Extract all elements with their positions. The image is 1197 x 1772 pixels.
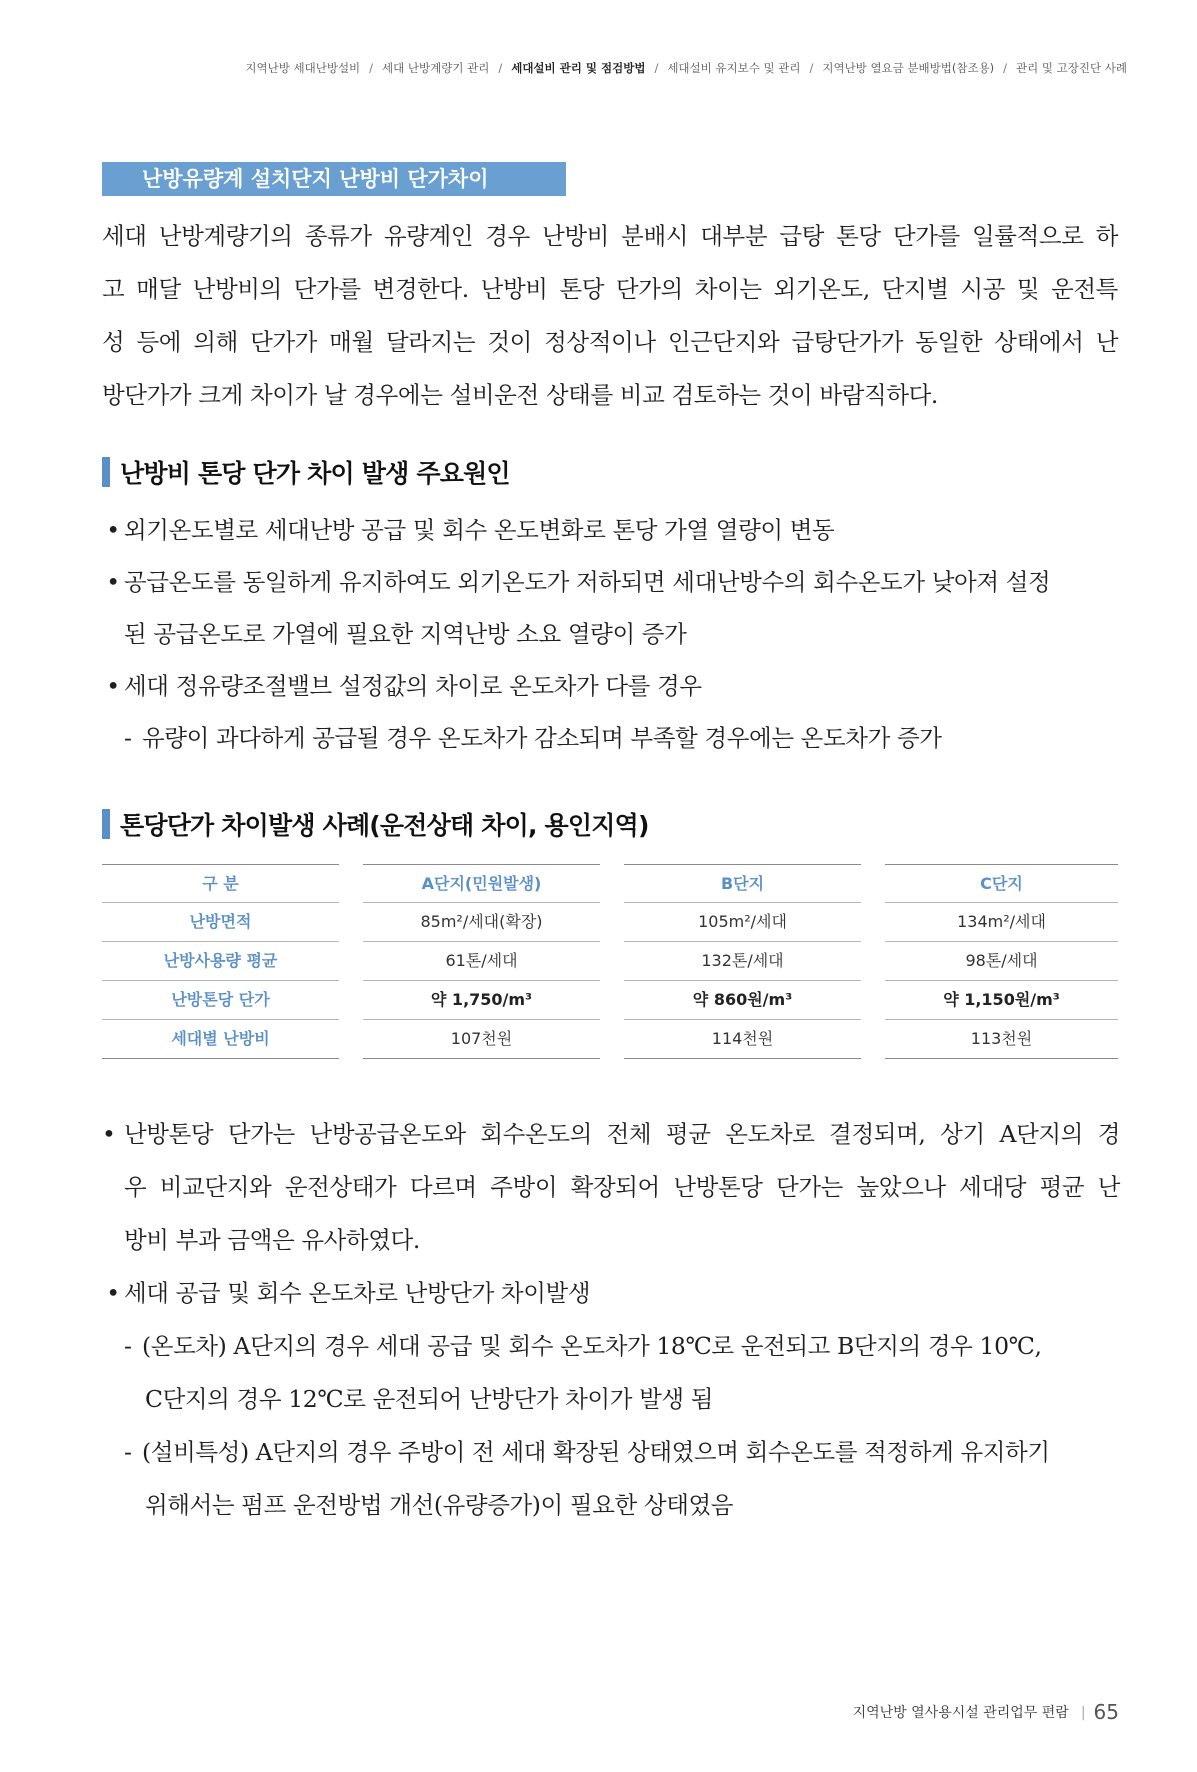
footer-title: 지역난방 열사용시설 관리업무 편람	[852, 1705, 1069, 1721]
table-row	[102, 1020, 1118, 1059]
case-table	[102, 864, 1118, 1059]
bullet-icon: •	[102, 1120, 116, 1148]
bullet-icon: •	[106, 568, 120, 596]
table-cell: 98톤/세대	[885, 942, 1118, 981]
table-cell: 61톤/세대	[363, 942, 600, 981]
heading-accent-bar	[102, 457, 110, 487]
dash-icon: -	[124, 1332, 132, 1360]
intro-line: 세대 난방계량기의 종류가 유량계인 경우 난방비 분배시 대부분 급탕 톤당 단가를 일률적으로 하	[102, 222, 1118, 250]
breadcrumb-separator: /	[809, 61, 814, 75]
page-footer	[853, 1700, 1119, 1724]
analysis-list	[102, 1108, 1120, 1532]
intro-line: 성 등에 의해 단가가 매월 달라지는 것이 정상적이나 인근단지와 급탕단가가 동일한 상태에서 난	[102, 328, 1118, 356]
sub-list-item: - 유량이 과다하게 공급될 경우 온도차가 감소되며 부족할 경우에는 온도차가 증가	[102, 712, 1120, 764]
table-cell: 약 1,750/m³	[363, 981, 600, 1020]
table-cell: 114천원	[624, 1020, 861, 1059]
case-heading	[102, 806, 649, 842]
breadcrumb	[245, 60, 1127, 76]
table-row-label: 난방사용량 평균	[102, 942, 339, 981]
intro-paragraph	[102, 210, 1118, 422]
table-cell: 113천원	[885, 1020, 1118, 1059]
sub-list-item-continuation: C단지의 경우 12℃로 운전되어 난방단가 차이가 발생 됨	[145, 1385, 714, 1413]
bullet-icon: •	[106, 1279, 120, 1307]
breadcrumb-item[interactable]: 세대설비 유지보수 및 관리	[667, 61, 801, 75]
sub-list-item: - (온도차) A단지의 경우 세대 공급 및 회수 온도차가 18℃로 운전되고 B단지의 경우 10℃,	[102, 1320, 1120, 1373]
intro-line: 방단가가 크게 차이가 날 경우에는 설비운전 상태를 비교 검토하는 것이 바람직하다.	[102, 381, 939, 409]
dash-icon: -	[124, 724, 132, 752]
sub-list-item: - (설비특성) A단지의 경우 주방이 전 세대 확장된 상태였으며 회수온도를 적정하게 유지하기	[102, 1426, 1120, 1479]
causes-list	[102, 504, 1120, 764]
table-cell: 약 860원/m³	[624, 981, 861, 1020]
list-item: • 난방톤당 단가는 난방공급온도와 회수온도의 전체 평균 온도차로 결정되며, 상기 A단지의 경	[102, 1108, 1120, 1161]
table-cell: 132톤/세대	[624, 942, 861, 981]
table-header-cell: A단지(민원발생)	[363, 864, 600, 903]
list-item-continuation: 방비 부과 금액은 유사하였다.	[124, 1226, 420, 1254]
breadcrumb-separator: /	[369, 61, 374, 75]
table-cell: 85m²/세대(확장)	[363, 903, 600, 942]
table-header-row	[102, 864, 1118, 903]
case-heading-text: 톤당단가 차이발생 사례(운전상태 차이, 용인지역)	[120, 811, 649, 840]
breadcrumb-item[interactable]: 지역난방 세대난방설비	[245, 61, 361, 75]
table-cell: 약 1,150원/m³	[885, 981, 1118, 1020]
sub-list-item-continuation: 위해서는 펌프 운전방법 개선(유량증가)이 필요한 상태였음	[145, 1491, 734, 1519]
table-row	[102, 942, 1118, 981]
breadcrumb-separator: /	[498, 61, 503, 75]
dash-icon: -	[124, 1438, 132, 1466]
page-number: 65	[1093, 1700, 1119, 1724]
list-item: • 세대 공급 및 회수 온도차로 난방단가 차이발생	[102, 1267, 1120, 1320]
breadcrumb-separator: /	[1003, 61, 1008, 75]
breadcrumb-item[interactable]: 관리 및 고장진단 사례	[1016, 61, 1127, 75]
table-row	[102, 903, 1118, 942]
table-row	[102, 981, 1118, 1020]
table-row-label: 난방면적	[102, 903, 339, 942]
breadcrumb-separator: /	[654, 61, 659, 75]
causes-heading-text: 난방비 톤당 단가 차이 발생 주요원인	[120, 459, 510, 488]
table-header-cell: B단지	[624, 864, 861, 903]
table-row-label: 난방톤당 단가	[102, 981, 339, 1020]
list-item-continuation: 된 공급온도로 가열에 필요한 지역난방 소요 열량이 증가	[124, 620, 687, 648]
list-item: • 외기온도별로 세대난방 공급 및 회수 온도변화로 톤당 가열 열량이 변동	[102, 504, 1120, 556]
breadcrumb-item[interactable]: 지역난방 열요금 분배방법(참조용)	[822, 61, 995, 75]
heading-accent-bar	[102, 809, 110, 839]
table-header-cell: C단지	[885, 864, 1118, 903]
intro-line: 고 매달 난방비의 단가를 변경한다. 난방비 톤당 단가의 차이는 외기온도, 단지별 시공 및 운전특	[102, 275, 1118, 303]
breadcrumb-item[interactable]: 세대 난방계량기 관리	[382, 61, 490, 75]
bullet-icon: •	[106, 672, 120, 700]
footer-divider: |	[1080, 1705, 1086, 1721]
breadcrumb-item-current[interactable]: 세대설비 관리 및 점검방법	[511, 61, 646, 75]
list-item: • 세대 정유량조절밸브 설정값의 차이로 온도차가 다를 경우	[102, 660, 1120, 712]
table-cell: 107천원	[363, 1020, 600, 1059]
table-header-cell: 구 분	[102, 864, 339, 903]
bullet-icon: •	[106, 516, 120, 544]
list-item-continuation: 우 비교단지와 운전상태가 다르며 주방이 확장되어 난방톤당 단가는 높았으나 세대당 평균 난	[124, 1173, 1120, 1201]
table-cell: 105m²/세대	[624, 903, 861, 942]
causes-heading	[102, 454, 510, 490]
table-row-label: 세대별 난방비	[102, 1020, 339, 1059]
section-title: 난방유량계 설치단지 난방비 단가차이	[102, 162, 566, 196]
table-cell: 134m²/세대	[885, 903, 1118, 942]
list-item: • 공급온도를 동일하게 유지하여도 외기온도가 저하되면 세대난방수의 회수온도가 낮아져 설정	[102, 556, 1120, 608]
